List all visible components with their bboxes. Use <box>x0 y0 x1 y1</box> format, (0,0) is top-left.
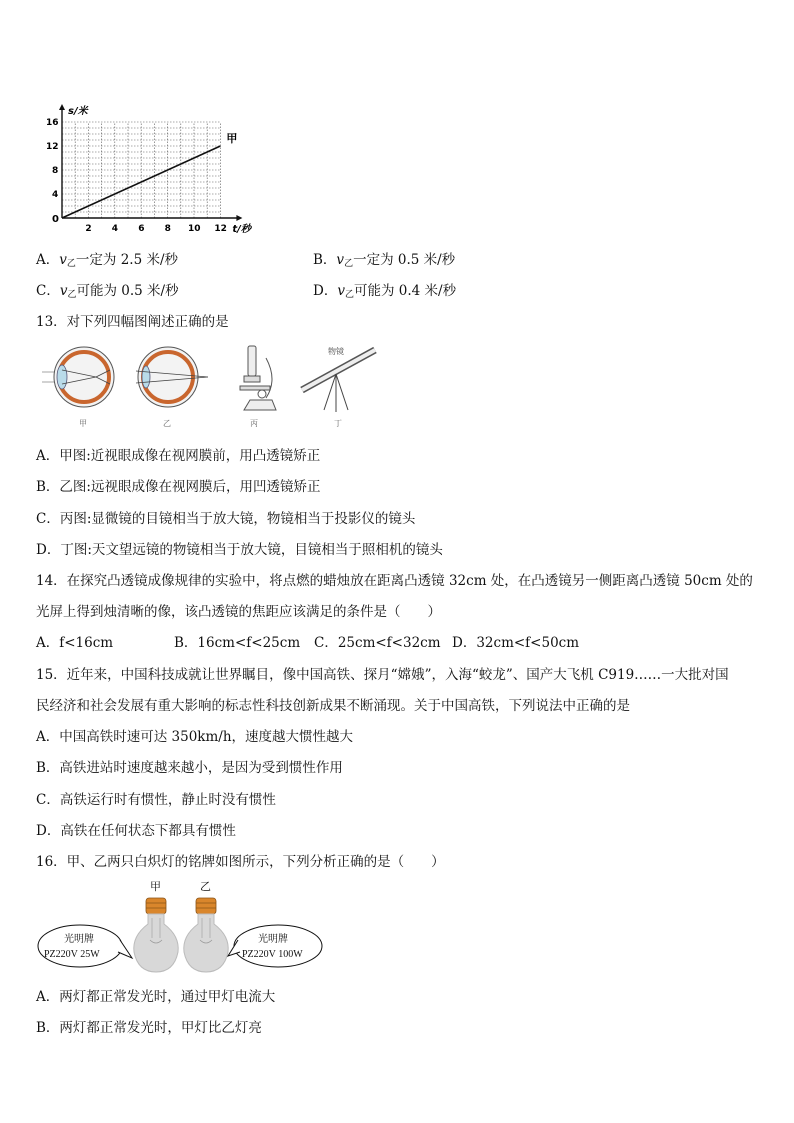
bulb-label-jia: 甲 <box>150 880 161 893</box>
q15-stem-line1: 15．近年来，中国科技成就让世界瞩目，像中国高铁、探月“嫦娥”，入海“蛟龙”、国产大飞机 C919……一大批对国 <box>36 667 729 683</box>
q14-option-a[interactable]: A．f<16cm <box>36 635 114 651</box>
figure-label-bing: 丙 <box>250 419 258 428</box>
x-tick-label: 2 <box>85 224 92 234</box>
q13-option-c[interactable]: C．丙图:显微镜的目镜相当于放大镜，物镜相当于投影仪的镜头 <box>36 511 416 527</box>
myopia-eye-figure <box>42 347 114 428</box>
x-tick-label: 10 <box>188 224 201 234</box>
q15-option-c[interactable]: C．高铁运行时有惯性，静止时没有惯性 <box>36 792 276 808</box>
figure-label-yi: 乙 <box>163 419 171 428</box>
figure-label-jia: 甲 <box>79 419 87 428</box>
x-tick-label: 12 <box>214 224 227 234</box>
q13-option-a[interactable]: A．甲图:近视眼成像在视网膜前，用凸透镜矫正 <box>36 448 321 464</box>
x-axis-label: t/秒 <box>232 224 251 235</box>
q14-stem-line2: 光屏上得到烛清晰的像，该凸透镜的焦距应该满足的条件是（ ） <box>36 604 441 620</box>
q14-option-d[interactable]: D．32cm<f<50cm <box>452 635 580 651</box>
y-tick-label: 8 <box>52 166 59 176</box>
figure-label-ding: 丁 <box>334 419 342 428</box>
x-tick-label: 8 <box>164 224 171 234</box>
q15-option-d[interactable]: D．高铁在任何状态下都具有惯性 <box>36 823 236 839</box>
svg-text:PZ220V 25W: PZ220V 25W <box>44 949 100 960</box>
q12-option-d[interactable]: D．$v_乙$可能为 0.4 米/秒 <box>313 283 457 300</box>
chart-ticks <box>46 118 227 234</box>
svg-text:光明牌: 光明牌 <box>64 934 94 945</box>
y-tick-label: 16 <box>46 118 59 128</box>
q13-stem: 13．对下列四幅图阐述正确的是 <box>36 314 229 330</box>
y-tick-label: 12 <box>46 142 59 152</box>
x-axis-arrow <box>236 215 242 221</box>
q12-option-a[interactable]: A．$v_乙$一定为 2.5 米/秒 <box>36 252 179 269</box>
bulb-yi <box>184 880 228 972</box>
x-tick-label: 6 <box>138 224 145 234</box>
q14-option-c[interactable]: C．25cm<f<32cm <box>314 635 441 651</box>
y-tick-label: 4 <box>52 190 59 200</box>
y-axis-arrow <box>59 104 65 110</box>
svg-text:PZ220V 100W: PZ220V 100W <box>242 949 303 960</box>
x-tick-label: 4 <box>111 224 119 234</box>
objective-lens-label: 物镜 <box>328 347 344 356</box>
distance-time-chart <box>36 80 251 235</box>
y-axis-label: s/米 <box>68 106 88 117</box>
nameplate-jia <box>38 925 132 967</box>
q14-stem-line1: 14．在探究凸透镜成像规律的实验中，将点燃的蜡烛放在距离凸透镜 32cm 处，在凸透镜另一侧距离凸透镜 50cm 处的 <box>36 573 753 589</box>
q16-option-a[interactable]: A．两灯都正常发光时，通过甲灯电流大 <box>36 989 276 1005</box>
q12-option-b[interactable]: B．$v_乙$一定为 0.5 米/秒 <box>313 252 456 269</box>
svg-text:光明牌: 光明牌 <box>258 934 288 945</box>
hyperopia-eye-figure <box>136 347 208 428</box>
series-label: 甲 <box>226 132 238 145</box>
q13-option-d[interactable]: D．丁图:天文望远镜的物镜相当于放大镜，目镜相当于照相机的镜头 <box>36 542 443 558</box>
x-tick-label: 0 <box>52 214 59 225</box>
chart-axes <box>59 104 253 235</box>
chart-grid <box>62 122 220 218</box>
q13-option-b[interactable]: B．乙图:远视眼成像在视网膜后，用凹透镜矫正 <box>36 479 321 495</box>
q15-option-a[interactable]: A．中国高铁时速可达 350km/h，速度越大惯性越大 <box>36 729 354 745</box>
q16-bulb-figure <box>40 876 330 980</box>
q13-figures <box>40 340 390 432</box>
q12-option-c[interactable]: C．$v_乙$可能为 0.5 米/秒 <box>36 283 179 300</box>
q14-option-b[interactable]: B．16cm<f<25cm <box>174 635 301 651</box>
q15-option-b[interactable]: B．高铁进站时速度越来越小，是因为受到惯性作用 <box>36 760 343 776</box>
q16-option-b[interactable]: B．两灯都正常发光时，甲灯比乙灯亮 <box>36 1020 262 1036</box>
bulb-label-yi: 乙 <box>200 880 211 893</box>
telescope-figure <box>302 346 375 428</box>
nameplate-yi <box>228 925 322 967</box>
q15-stem-line2: 民经济和社会发展有重大影响的标志性科技创新成果不断涌现。关于中国高铁，下列说法中正确的是 <box>36 698 630 714</box>
microscope-figure <box>240 346 276 428</box>
bulb-jia <box>134 880 178 972</box>
q16-stem: 16．甲、乙两只白炽灯的铭牌如图所示，下列分析正确的是（ ） <box>36 854 445 870</box>
